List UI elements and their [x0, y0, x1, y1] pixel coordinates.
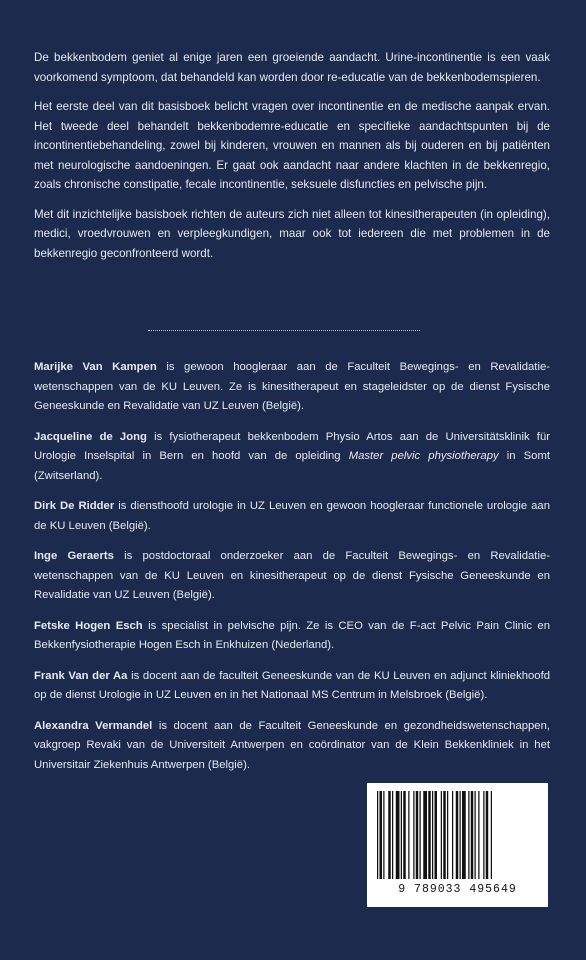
author-name: Jacqueline de Jong — [34, 430, 147, 443]
barcode-bar — [408, 791, 409, 879]
barcode-bar — [443, 791, 446, 879]
author-bio — [34, 358, 550, 417]
author-bio — [34, 497, 550, 536]
author-name: Frank Van der Aa — [34, 669, 128, 682]
author-name: Inge Geraerts — [34, 550, 114, 562]
barcode-bar — [392, 791, 393, 879]
author-bio — [34, 617, 550, 656]
author-description: is docent aan de Faculteit Geneeskunde en gezondheidswetenschappen, vakgroep Revaki van de Universiteit Antwerpen en coördinator van de Klein Bekkenkliniek in het Universitair Ziekenhuis Antwerpen (België). — [34, 719, 551, 771]
barcode-bar — [471, 791, 474, 879]
author-bio — [34, 667, 550, 706]
barcode-bar — [420, 791, 421, 879]
author-bio — [34, 717, 550, 776]
author-description-end: in Somt (Zwitserland). — [34, 450, 550, 482]
barcode-bar — [468, 791, 469, 879]
author-name: Alexandra Vermandel — [34, 719, 153, 732]
barcode-bar — [423, 791, 427, 879]
blurb-paragraph-1: De bekkenbodem geniet al enige jaren een groeiende aandacht. Urine-incontinentie is een vaak voorkomend symptoom, dat behandeld kan worden door re-educatie van de bekkenbodemspieren. — [34, 51, 550, 84]
author-description: is gewoon hoogleraar aan de Faculteit Bewegings- en Revalidatiewetenschappen van de KU Leuven. Ze is kinesitherapeut en stageleidster op de dienst Fysische Geneeskunde en Revalidatie van UZ Leuven (België). — [34, 361, 550, 412]
barcode-bar — [401, 791, 402, 879]
author-description: is fysiotherapeut bekkenbodem Physio Artos aan de Universitätsklinik für Urologie Inselspital in Bern en hoofd van de opleiding — [34, 430, 550, 462]
barcode-bar — [491, 791, 492, 879]
barcode-bar — [413, 791, 414, 879]
barcode-bar — [475, 791, 476, 879]
barcode-bar — [441, 791, 442, 879]
blurb-paragraph-2: Het eerste deel van dit basisboek belicht vragen over incontinentie en de medische aanpak ervan. Het tweede deel behandelt bekkenbodemre-educatie en specifieke aandachtspunten bij de incontinentiebehandeling, zowel bij kinderen, vrouwen en mannen als bij ouderen en bij patiënten met neurologische aandoeningen. Er gaat ook aandacht naar andere klachten in de bekkenregio, zoals chronische constipatie, fecale incontinentie, seksuele disfuncties en pelvische pijn. — [34, 100, 550, 191]
barcode-bar — [380, 791, 383, 879]
dotted-divider — [148, 330, 420, 331]
barcode-bar — [428, 791, 431, 879]
barcode-bar — [478, 791, 479, 879]
isbn-barcode — [367, 783, 548, 907]
author-bio — [34, 547, 550, 606]
blurb — [34, 48, 550, 273]
program-title: Master pelvic physiotherapy — [348, 450, 499, 462]
barcode-bar — [447, 791, 448, 879]
barcode-bar — [460, 791, 461, 879]
barcode-bars — [375, 791, 540, 887]
barcode-bar — [396, 791, 400, 879]
author-bio — [34, 428, 550, 487]
author-name: Marijke Van Kampen — [34, 361, 157, 373]
barcode-bar — [483, 791, 484, 879]
isbn-number: 9 789033 495649 — [398, 883, 517, 896]
barcode-bar — [432, 791, 433, 879]
author-description: is postdoctoraal onderzoeker aan de Faculteit Bewegings- en Revalidatiewetenschappen van de KU Leuven en kinesitherapeut op de dienst Fysische Geneeskunde en Revalidatie van UZ Leuven (België). — [34, 550, 550, 601]
barcode-bar — [435, 791, 438, 879]
barcode-bar — [388, 791, 391, 879]
author-description: is docent aan de faculteit Geneeskunde van de KU Leuven en adjunct kliniekhoofd op de dienst Urologie in UZ Leuven en in het Nationaal MS Centrum in Melsbroek (België). — [34, 669, 550, 701]
barcode-bar — [403, 791, 406, 879]
author-bios — [34, 358, 550, 786]
author-description: is diensthoofd urologie in UZ Leuven en gewoon hoogleraar functionele urologie aan de KU Leuven (België). — [34, 500, 550, 532]
barcode-bar — [383, 791, 384, 879]
barcode-bar — [377, 791, 378, 879]
blurb-paragraph-3: Met dit inzichtelijke basisboek richten de auteurs zich niet alleen tot kinesitherapeuten (in opleiding), medici, vroedvrouwen en verpleegkundigen, maar ook tot iedereen die met problemen in de bekkenregio geconfronteerd wordt. — [34, 207, 550, 260]
barcode-bar — [456, 791, 459, 879]
author-description: is specialist in pelvische pijn. Ze is CEO van de F-act Pelvic Pain Clinic en Bekkenfysiotherapie Hogen Esch in Enkhuizen (Nederland). — [34, 619, 551, 651]
author-name: Dirk De Ridder — [34, 500, 115, 512]
barcode-bar — [452, 791, 453, 879]
barcode-bar — [462, 791, 466, 879]
barcode-bar — [416, 791, 419, 879]
barcode-bar — [486, 791, 489, 879]
author-name: Fetske Hogen Esch — [34, 619, 143, 632]
